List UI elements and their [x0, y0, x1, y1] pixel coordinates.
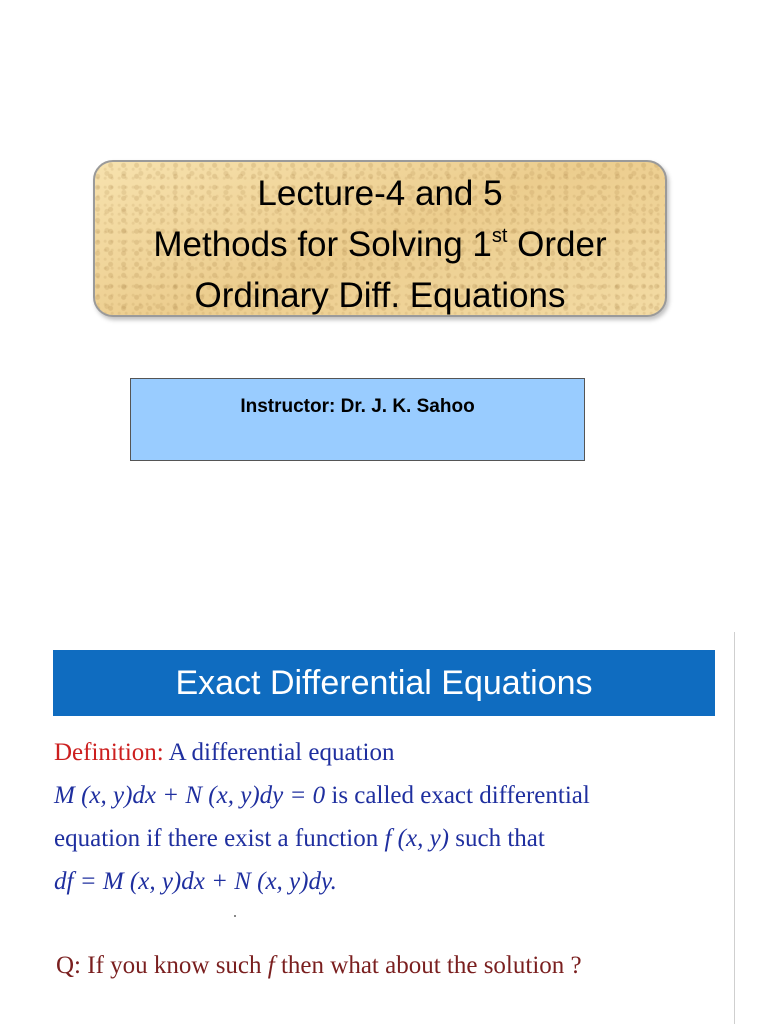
function-f: f (x, y): [384, 825, 449, 852]
question-text: If you know such: [81, 952, 268, 979]
instructor-box: [130, 378, 585, 461]
function-such-that: such that: [449, 825, 545, 852]
function-intro: equation if there exist a function: [54, 825, 385, 852]
definition-label: Definition:: [54, 739, 164, 766]
ordinal-superscript: st: [491, 225, 508, 247]
question-line: [56, 951, 736, 981]
question-f: f: [267, 952, 275, 979]
differential-line: [54, 867, 734, 897]
question-prefix: Q:: [56, 952, 81, 979]
exact-equation: M (x, y)dx + N (x, y)dy = 0: [54, 782, 326, 809]
lecture-title-line-2: [95, 219, 665, 270]
total-differential-equation: df = M (x, y)dx + N (x, y)dy.: [54, 868, 337, 895]
definition-intro: A differential equation: [163, 739, 395, 766]
stray-dot: [234, 915, 236, 917]
lecture-title-line-3: Ordinary Diff. Equations: [194, 276, 566, 315]
question-rest: then what about the solution ?: [274, 952, 582, 979]
lecture-title-box: [93, 160, 667, 317]
equation-line: [54, 781, 734, 811]
title-line-2-order: Order: [507, 225, 607, 264]
function-line: [54, 824, 734, 854]
instructor-name: Instructor: Dr. J. K. Sahoo: [240, 396, 475, 417]
section-header: Exact Differential Equations: [53, 650, 715, 716]
equation-description: is called exact differential: [325, 782, 590, 809]
title-line-2-text: Methods for Solving 1: [153, 225, 492, 264]
definition-line: [54, 738, 734, 768]
lecture-title-line-1: Lecture-4 and 5: [257, 174, 503, 213]
